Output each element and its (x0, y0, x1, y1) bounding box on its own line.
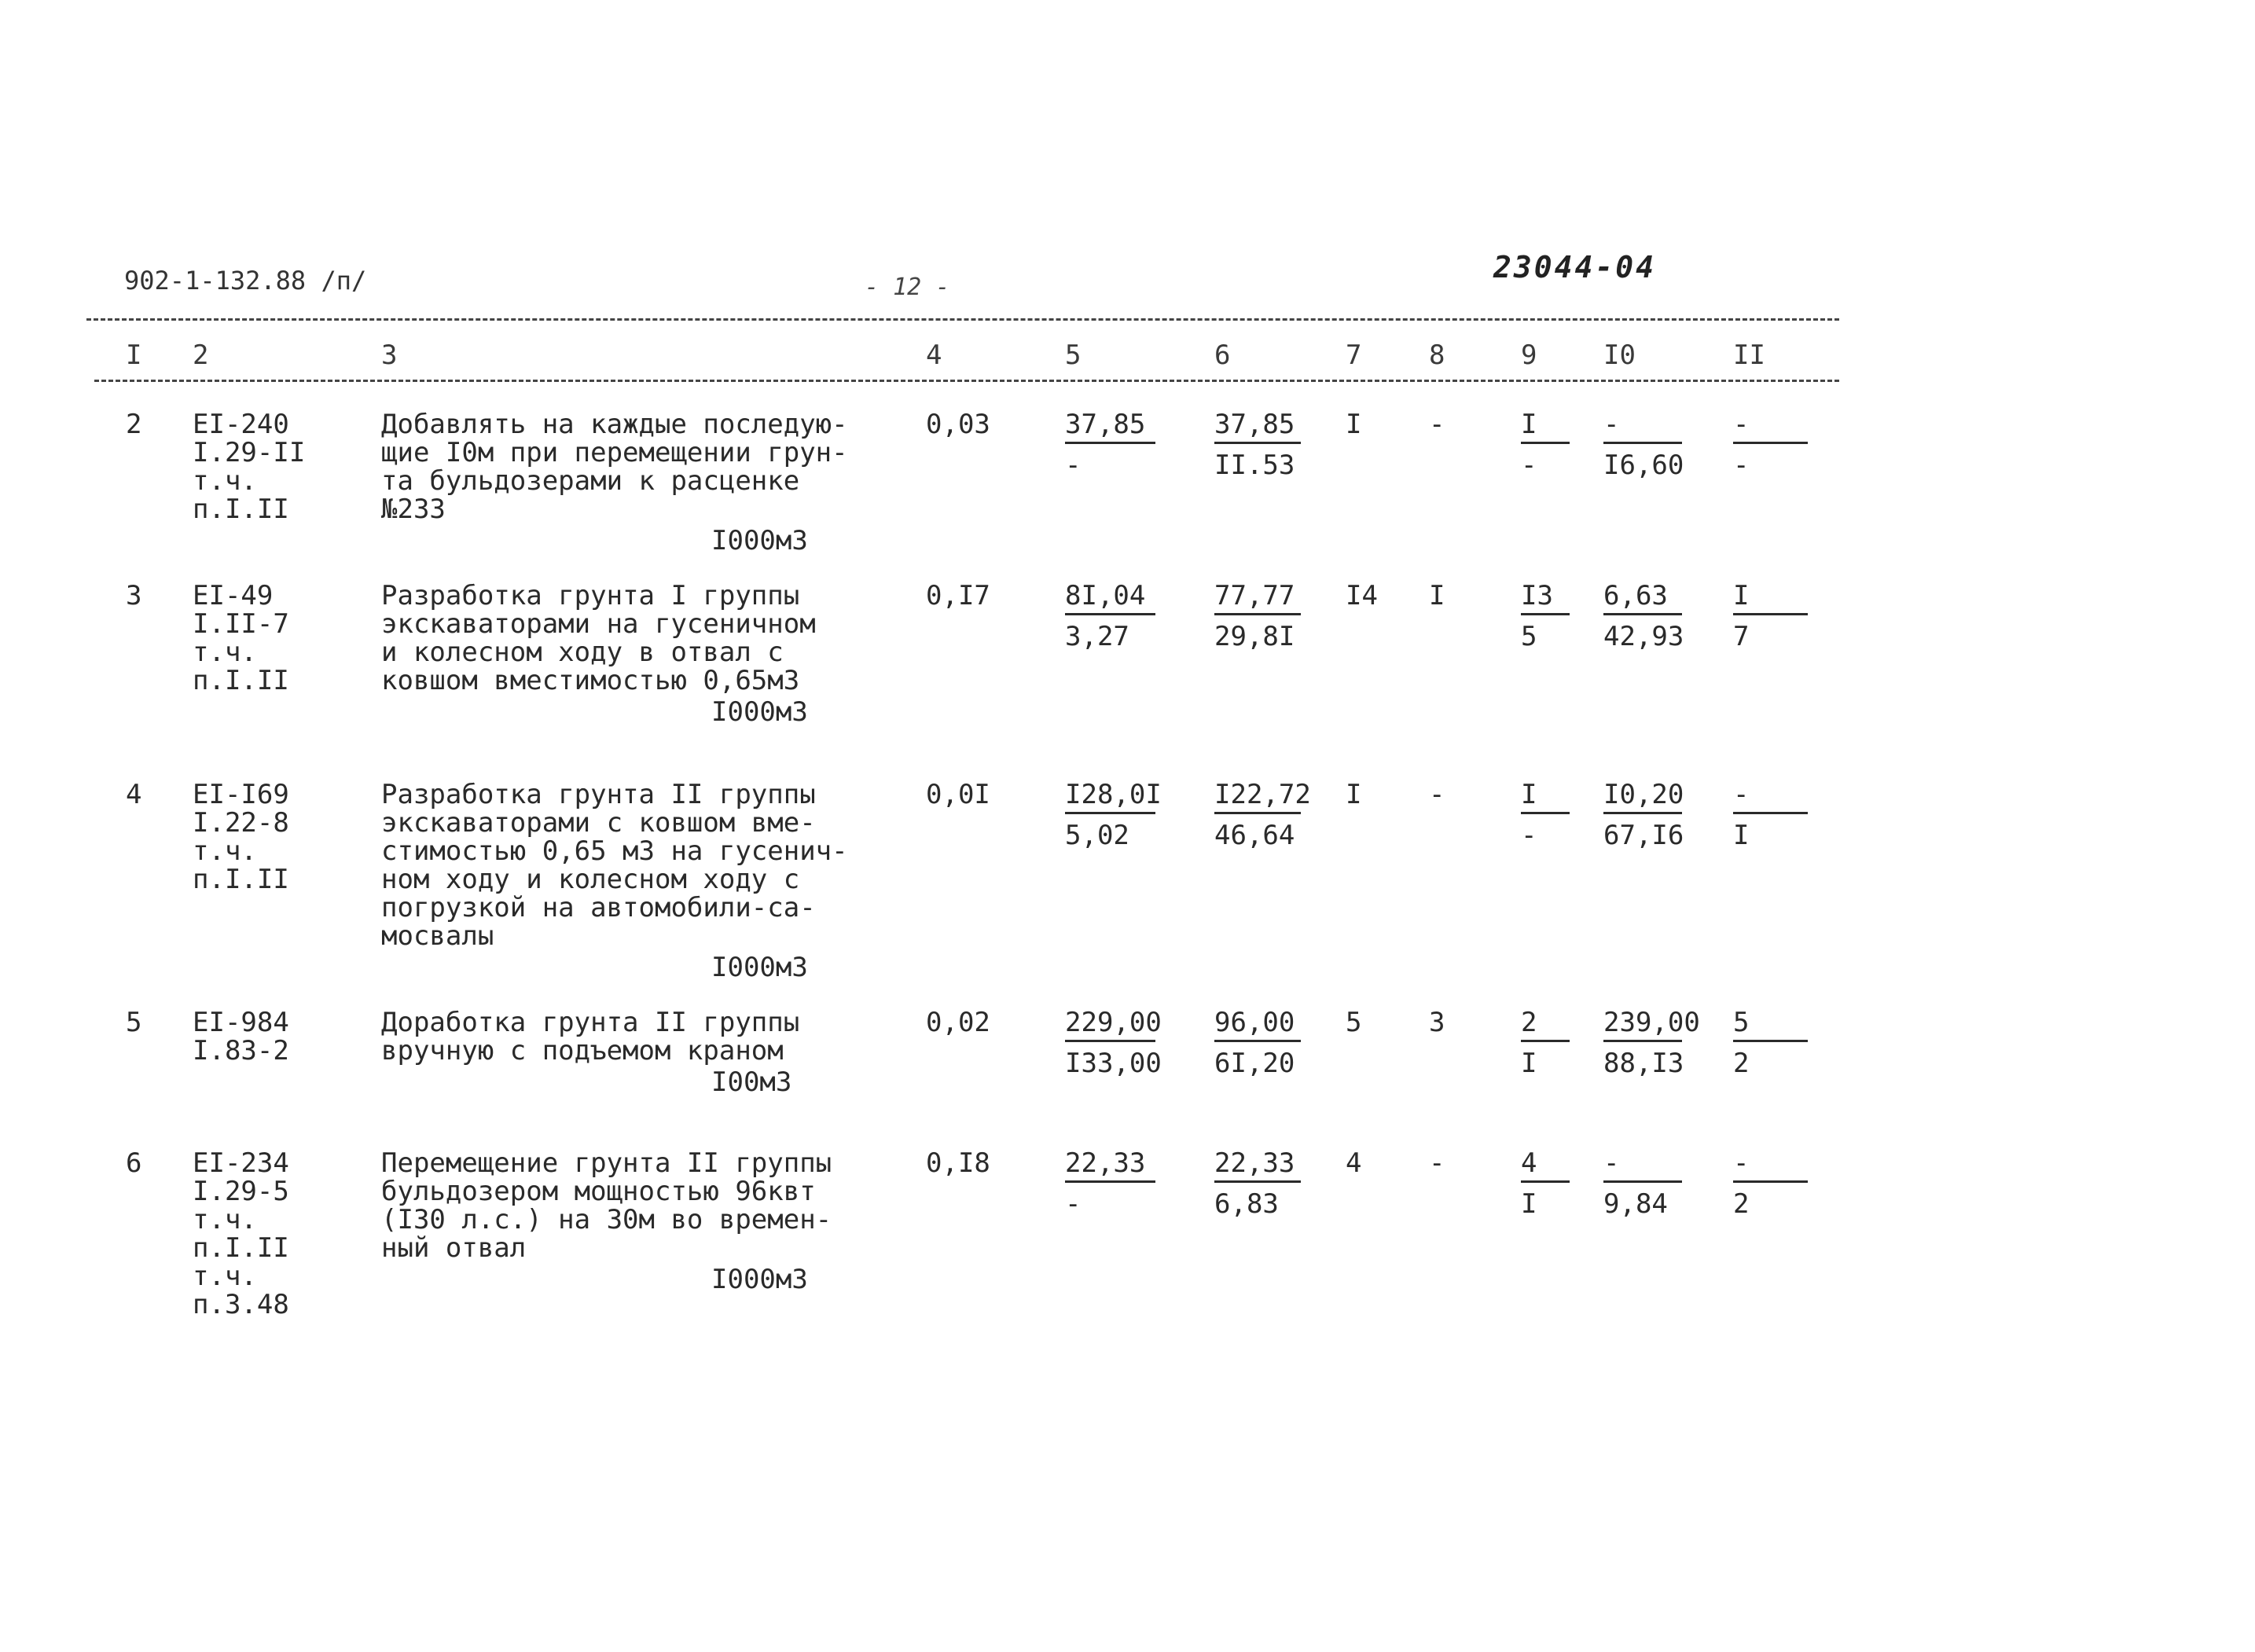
fraction-bar (1603, 613, 1682, 615)
cell-c6-numerator: 77,77 (1214, 580, 1295, 611)
rate-code-line: т.ч. (193, 1204, 257, 1235)
column-header-11: II (1733, 340, 1765, 371)
column-header-2: 2 (193, 340, 209, 371)
row-number: 2 (126, 409, 142, 440)
fraction-bar (1065, 812, 1155, 814)
cell-c5-denominator: - (1065, 1188, 1082, 1220)
cell-c9-denominator: I (1521, 1048, 1537, 1079)
work-description-line: Добавлять на каждые последую- (381, 409, 848, 440)
column-header-3: 3 (381, 340, 398, 371)
rate-code-line: п.I.II (193, 494, 289, 525)
rate-code-line: I.29-II (193, 437, 306, 468)
fraction-bar (1603, 812, 1682, 814)
cell-c11-denominator: - (1733, 450, 1750, 481)
rate-code-line: I.29-5 (193, 1176, 289, 1207)
cell-c6-denominator: 6,83 (1214, 1188, 1279, 1220)
cell-col7: I (1346, 409, 1362, 440)
column-header-1: I (126, 340, 142, 371)
work-description-line: мосвалы (381, 920, 494, 952)
fraction-bar (1733, 812, 1808, 814)
cell-c5-numerator: 8I,04 (1065, 580, 1146, 611)
cell-c6-numerator: 22,33 (1214, 1147, 1295, 1179)
cell-c9-numerator: 2 (1521, 1007, 1537, 1038)
cell-c6-numerator: I22,72 (1214, 779, 1311, 810)
cell-c6-denominator: 6I,20 (1214, 1048, 1295, 1079)
column-header-4: 4 (926, 340, 942, 371)
work-description-line: стимостью 0,65 м3 на гусенич- (381, 835, 848, 867)
rate-code-line: EI-49 (193, 580, 274, 611)
work-description-line: (I30 л.с.) на 30м во времен- (381, 1204, 832, 1235)
header-top-rule (86, 318, 1839, 321)
column-header-5: 5 (1065, 340, 1082, 371)
cell-col8: I (1429, 580, 1445, 611)
fraction-bar (1603, 442, 1682, 444)
cell-c5-denominator: - (1065, 450, 1082, 481)
unit-of-measure: I000м3 (711, 525, 808, 556)
cell-c10-numerator: 6,63 (1603, 580, 1668, 611)
cell-c11-numerator: - (1733, 779, 1750, 810)
rate-code-line: т.ч. (193, 637, 257, 668)
fraction-bar (1733, 1040, 1808, 1042)
rate-code-line: EI-234 (193, 1147, 289, 1179)
cell-c11-denominator: I (1733, 820, 1750, 851)
page-number: - 12 - (865, 273, 950, 301)
fraction-bar (1214, 613, 1301, 615)
cell-c10-numerator: - (1603, 409, 1620, 440)
work-description-line: ный отвал (381, 1232, 527, 1264)
work-description-line: и колесном ходу в отвал с (381, 637, 784, 668)
cell-col7: I4 (1346, 580, 1378, 611)
cell-c6-numerator: 37,85 (1214, 409, 1295, 440)
fraction-bar (1214, 812, 1301, 814)
cell-c6-denominator: II.53 (1214, 450, 1295, 481)
work-description-line: экскаваторами с ковшом вме- (381, 807, 816, 839)
rate-code-line: EI-240 (193, 409, 289, 440)
cell-col7: 4 (1346, 1147, 1362, 1179)
fraction-bar (1065, 442, 1155, 444)
rate-code-line: т.ч. (193, 465, 257, 497)
row-number: 5 (126, 1007, 142, 1038)
fraction-bar (1733, 613, 1808, 615)
work-description-line: ном ходу и колесном ходу с (381, 864, 800, 895)
header-bottom-rule (94, 380, 1839, 382)
cell-c11-denominator: 7 (1733, 621, 1750, 652)
fraction-bar (1065, 1040, 1155, 1042)
cell-c5-numerator: 37,85 (1065, 409, 1146, 440)
cell-c5-numerator: 229,00 (1065, 1007, 1162, 1038)
cell-quantity: 0,0I (926, 779, 990, 810)
cell-c5-denominator: I33,00 (1065, 1048, 1162, 1079)
cell-c11-denominator: 2 (1733, 1048, 1750, 1079)
cell-c10-denominator: 9,84 (1603, 1188, 1668, 1220)
unit-of-measure: I00м3 (711, 1066, 792, 1098)
work-description-line: вручную с подъемом краном (381, 1035, 784, 1066)
fraction-bar (1521, 442, 1570, 444)
cell-c11-numerator: - (1733, 1147, 1750, 1179)
column-header-7: 7 (1346, 340, 1362, 371)
row-number: 6 (126, 1147, 142, 1179)
cell-c10-denominator: 42,93 (1603, 621, 1684, 652)
fraction-bar (1733, 1180, 1808, 1183)
rate-code-line: т.ч. (193, 1261, 257, 1292)
fraction-bar (1065, 1180, 1155, 1183)
cell-col8: - (1429, 779, 1445, 810)
fraction-bar (1603, 1180, 1682, 1183)
cell-c9-numerator: I (1521, 779, 1537, 810)
unit-of-measure: I000м3 (711, 1264, 808, 1295)
work-description-line: ковшом вместимостью 0,65м3 (381, 665, 800, 696)
work-description-line: бульдозером мощностью 96квт (381, 1176, 816, 1207)
cell-c9-denominator: - (1521, 450, 1537, 481)
rate-code-line: EI-I69 (193, 779, 289, 810)
cell-c9-numerator: 4 (1521, 1147, 1537, 1179)
work-description-line: Перемещение грунта II группы (381, 1147, 832, 1179)
fraction-bar (1521, 1180, 1570, 1183)
cell-c10-denominator: 88,I3 (1603, 1048, 1684, 1079)
fraction-bar (1603, 1040, 1682, 1042)
work-description-line: экскаваторами на гусеничном (381, 608, 816, 640)
fraction-bar (1214, 1040, 1301, 1042)
rate-code-line: I.22-8 (193, 807, 289, 839)
cell-c5-numerator: 22,33 (1065, 1147, 1146, 1179)
cell-col7: 5 (1346, 1007, 1362, 1038)
document-code: 902-1-132.88 /п/ (124, 266, 367, 296)
rate-code-line: п.I.II (193, 665, 289, 696)
column-header-9: 9 (1521, 340, 1537, 371)
cell-c6-numerator: 96,00 (1214, 1007, 1295, 1038)
cell-c6-denominator: 46,64 (1214, 820, 1295, 851)
cell-col8: - (1429, 1147, 1445, 1179)
cell-col7: I (1346, 779, 1362, 810)
fraction-bar (1214, 442, 1301, 444)
cell-c10-denominator: I6,60 (1603, 450, 1684, 481)
row-number: 4 (126, 779, 142, 810)
rate-code-line: I.II-7 (193, 608, 289, 640)
fraction-bar (1521, 1040, 1570, 1042)
cell-c9-denominator: 5 (1521, 621, 1537, 652)
cell-c10-denominator: 67,I6 (1603, 820, 1684, 851)
cell-c6-denominator: 29,8I (1214, 621, 1295, 652)
cell-c10-numerator: - (1603, 1147, 1620, 1179)
cell-c11-numerator: I (1733, 580, 1750, 611)
column-header-10: I0 (1603, 340, 1636, 371)
cell-c9-denominator: I (1521, 1188, 1537, 1220)
cell-c5-denominator: 5,02 (1065, 820, 1129, 851)
cell-c9-numerator: I (1521, 409, 1537, 440)
cell-c5-numerator: I28,0I (1065, 779, 1162, 810)
archive-stamp: 23044-04 (1493, 250, 1657, 285)
cell-quantity: 0,02 (926, 1007, 990, 1038)
cell-c10-numerator: I0,20 (1603, 779, 1684, 810)
column-header-8: 8 (1429, 340, 1445, 371)
work-description-line: та бульдозерами к расценке (381, 465, 800, 497)
cell-c11-numerator: 5 (1733, 1007, 1750, 1038)
work-description-line: Разработка грунта I группы (381, 580, 800, 611)
rate-code-line: п.I.II (193, 1232, 289, 1264)
unit-of-measure: I000м3 (711, 952, 808, 983)
cell-quantity: 0,I8 (926, 1147, 990, 1179)
cell-quantity: 0,I7 (926, 580, 990, 611)
work-description-line: №233 (381, 494, 446, 525)
unit-of-measure: I000м3 (711, 696, 808, 728)
rate-code-line: I.83-2 (193, 1035, 289, 1066)
work-description-line: щие I0м при перемещении грун- (381, 437, 848, 468)
fraction-bar (1521, 812, 1570, 814)
cell-c9-numerator: I3 (1521, 580, 1553, 611)
column-header-6: 6 (1214, 340, 1231, 371)
cell-col8: 3 (1429, 1007, 1445, 1038)
cell-c5-denominator: 3,27 (1065, 621, 1129, 652)
fraction-bar (1214, 1180, 1301, 1183)
fraction-bar (1521, 613, 1570, 615)
cell-c11-numerator: - (1733, 409, 1750, 440)
fraction-bar (1065, 613, 1155, 615)
rate-code-line: п.I.II (193, 864, 289, 895)
row-number: 3 (126, 580, 142, 611)
fraction-bar (1733, 442, 1808, 444)
rate-code-line: т.ч. (193, 835, 257, 867)
work-description-line: Доработка грунта II группы (381, 1007, 800, 1038)
rate-code-line: EI-984 (193, 1007, 289, 1038)
cell-col8: - (1429, 409, 1445, 440)
rate-code-line: п.3.48 (193, 1289, 289, 1320)
work-description-line: погрузкой на автомобили-са- (381, 892, 816, 923)
work-description-line: Разработка грунта II группы (381, 779, 816, 810)
cell-c11-denominator: 2 (1733, 1188, 1750, 1220)
cell-quantity: 0,03 (926, 409, 990, 440)
cell-c9-denominator: - (1521, 820, 1537, 851)
cell-c10-numerator: 239,00 (1603, 1007, 1700, 1038)
